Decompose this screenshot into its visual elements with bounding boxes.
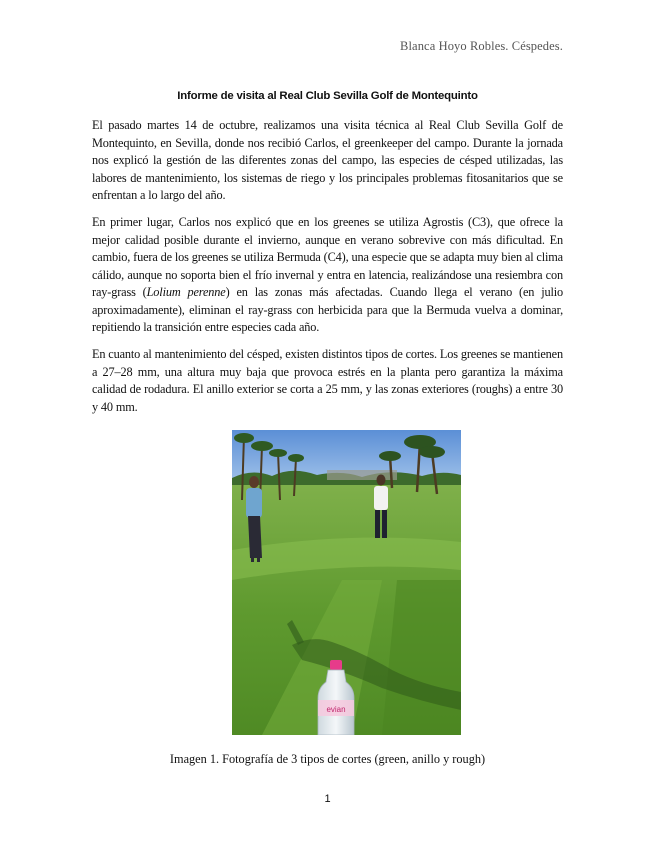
document-title: Informe de visita al Real Club Sevilla Golf de Montequinto: [177, 90, 478, 102]
golf-course-photo-drawing: [232, 430, 461, 735]
paragraph-species-text-2: ) en las zonas más afectadas. Cuando llega el verano (en julio aproximadamente), eliminan el ray-grass con herbicida para que la Bermuda vuelva a dominar, repitiendo la transición entre especies cada año.: [92, 285, 563, 334]
bottle-label: evian: [326, 705, 346, 714]
paragraph-intro: El pasado martes 14 de octubre, realizamos una visita técnica al Real Club Sevilla Golf de Montequinto, en Sevilla, donde nos recibió Carlos, el greenkeeper del campo. Durante la jornada nos explicó la gestión de las diferentes zonas del campo, las especies de césped utilizadas, las labores de mantenimiento, los sistemas de riego y los principales problemas fitosanitarios que se enfrentan a lo largo del año.: [92, 118, 563, 202]
paragraph-species: [92, 214, 563, 337]
figure-caption: Imagen 1. Fotografía de 3 tipos de cortes (green, anillo y rough): [169, 752, 486, 766]
clubhouse: [327, 470, 397, 480]
page-number: 1: [324, 793, 331, 805]
paragraph-mowing: En cuanto al mantenimiento del césped, existen distintos tipos de cortes. Los greenes se mantienen a 27–28 mm, una altura muy baja que provoca estrés en la planta pero garantiza la máxima calidad de rodadura. El anillo exterior se corta a 25 mm, y las zonas exteriores (roughs) a entre 30 y 40 mm.: [92, 347, 563, 414]
golf-course-photo: [232, 430, 461, 735]
header-author: Blanca Hoyo Robles. Céspedes.: [400, 39, 563, 53]
paragraph-species-text-1: En primer lugar, Carlos nos explicó que en los greenes se utiliza Agrostis (C3), que ofrece la mejor calidad posible durante el invierno, aunque en verano sobrevive con más dificultad. En cambio, fuera de los greenes se utiliza Bermuda (C4), una especie que se adapta muy bien al clima cálido, aunque no soporta bien el frío invernal y entra en latencia, realizándose una resiembra con ray-grass (: [92, 215, 563, 299]
species-latin-name: Lolium perenne: [146, 285, 226, 299]
